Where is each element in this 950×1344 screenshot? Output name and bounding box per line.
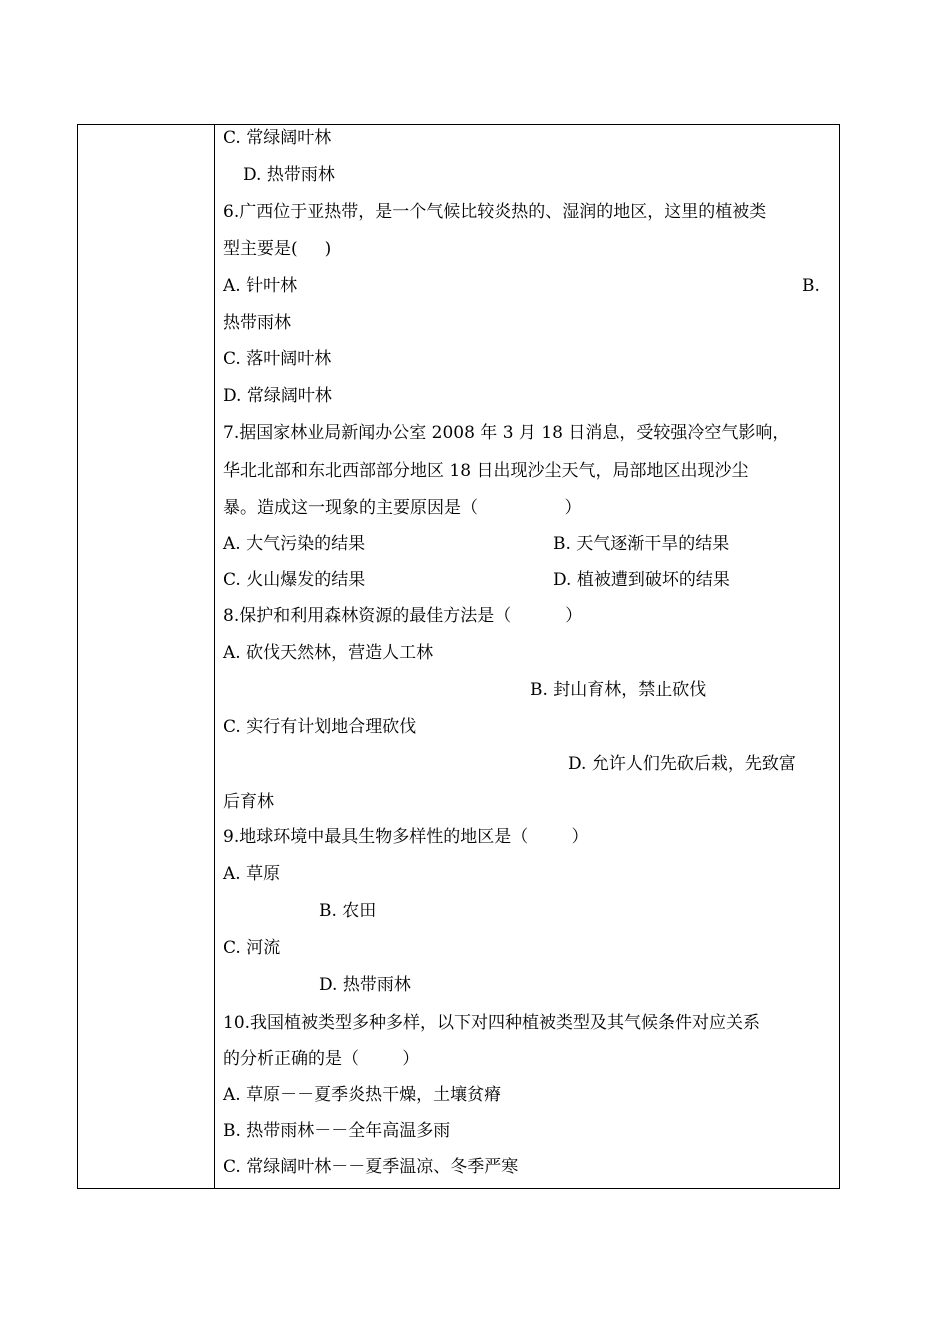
q10-stem-line-1: 10.我国植被类型多种多样，以下对四种植被类型及其气候条件对应关系	[223, 1013, 761, 1033]
q5-option-c: C. 常绿阔叶林	[223, 128, 332, 148]
q6-option-c: C. 落叶阔叶林	[223, 349, 332, 369]
q7-stem-line-3: 暴。造成这一现象的主要原因是（ ）	[223, 498, 582, 518]
q10-option-b: B. 热带雨林－－全年高温多雨	[223, 1121, 451, 1141]
q7-option-a: A. 大气污染的结果	[223, 534, 366, 554]
q6-option-d: D. 常绿阔叶林	[223, 386, 332, 406]
q8-option-d-line-2: 后育林	[223, 792, 274, 812]
q8-option-a: A. 砍伐天然林，营造人工林	[223, 643, 434, 663]
q7-option-c: C. 火山爆发的结果	[223, 570, 366, 590]
q10-stem-line-2: 的分析正确的是（ ）	[223, 1049, 420, 1069]
q6-stem-line-1: 6.广西位于亚热带，是一个气候比较炎热的、湿润的地区，这里的植被类	[223, 202, 767, 222]
q10-option-a: A. 草原－－夏季炎热干燥，土壤贫瘠	[223, 1085, 502, 1105]
q6-stem-line-2: 型主要是( )	[223, 239, 332, 259]
q6-option-a: A. 针叶林	[223, 276, 298, 296]
q8-stem: 8.保护和利用森林资源的最佳方法是（ ）	[223, 606, 583, 626]
q9-option-b: B. 农田	[319, 901, 377, 921]
q8-option-c: C. 实行有计划地合理砍伐	[223, 717, 417, 737]
q7-stem-line-2: 华北北部和东北西部部分地区 18 日出现沙尘天气，局部地区出现沙尘	[223, 461, 749, 481]
q8-option-d-line-1: D. 允许人们先砍后栽，先致富	[568, 754, 796, 774]
q9-option-c: C. 河流	[223, 938, 281, 958]
left-column-cell	[78, 125, 215, 1188]
q9-option-d: D. 热带雨林	[319, 975, 411, 995]
q9-stem: 9.地球环境中最具生物多样性的地区是（ ）	[223, 827, 589, 847]
q6-option-b-text: 热带雨林	[223, 313, 291, 333]
q9-option-a: A. 草原	[223, 864, 281, 884]
q7-option-d: D. 植被遭到破坏的结果	[553, 570, 730, 590]
q10-option-c: C. 常绿阔叶林－－夏季温凉、冬季严寒	[223, 1157, 519, 1177]
q8-option-b: B. 封山育林，禁止砍伐	[530, 680, 707, 700]
q7-stem-line-1: 7.据国家林业局新闻办公室 2008 年 3 月 18 日消息，受较强冷空气影响，	[223, 423, 790, 443]
q7-option-b: B. 天气逐渐干旱的结果	[553, 534, 730, 554]
q5-option-d: D. 热带雨林	[243, 165, 335, 185]
q6-option-b-label: B.	[802, 276, 820, 296]
